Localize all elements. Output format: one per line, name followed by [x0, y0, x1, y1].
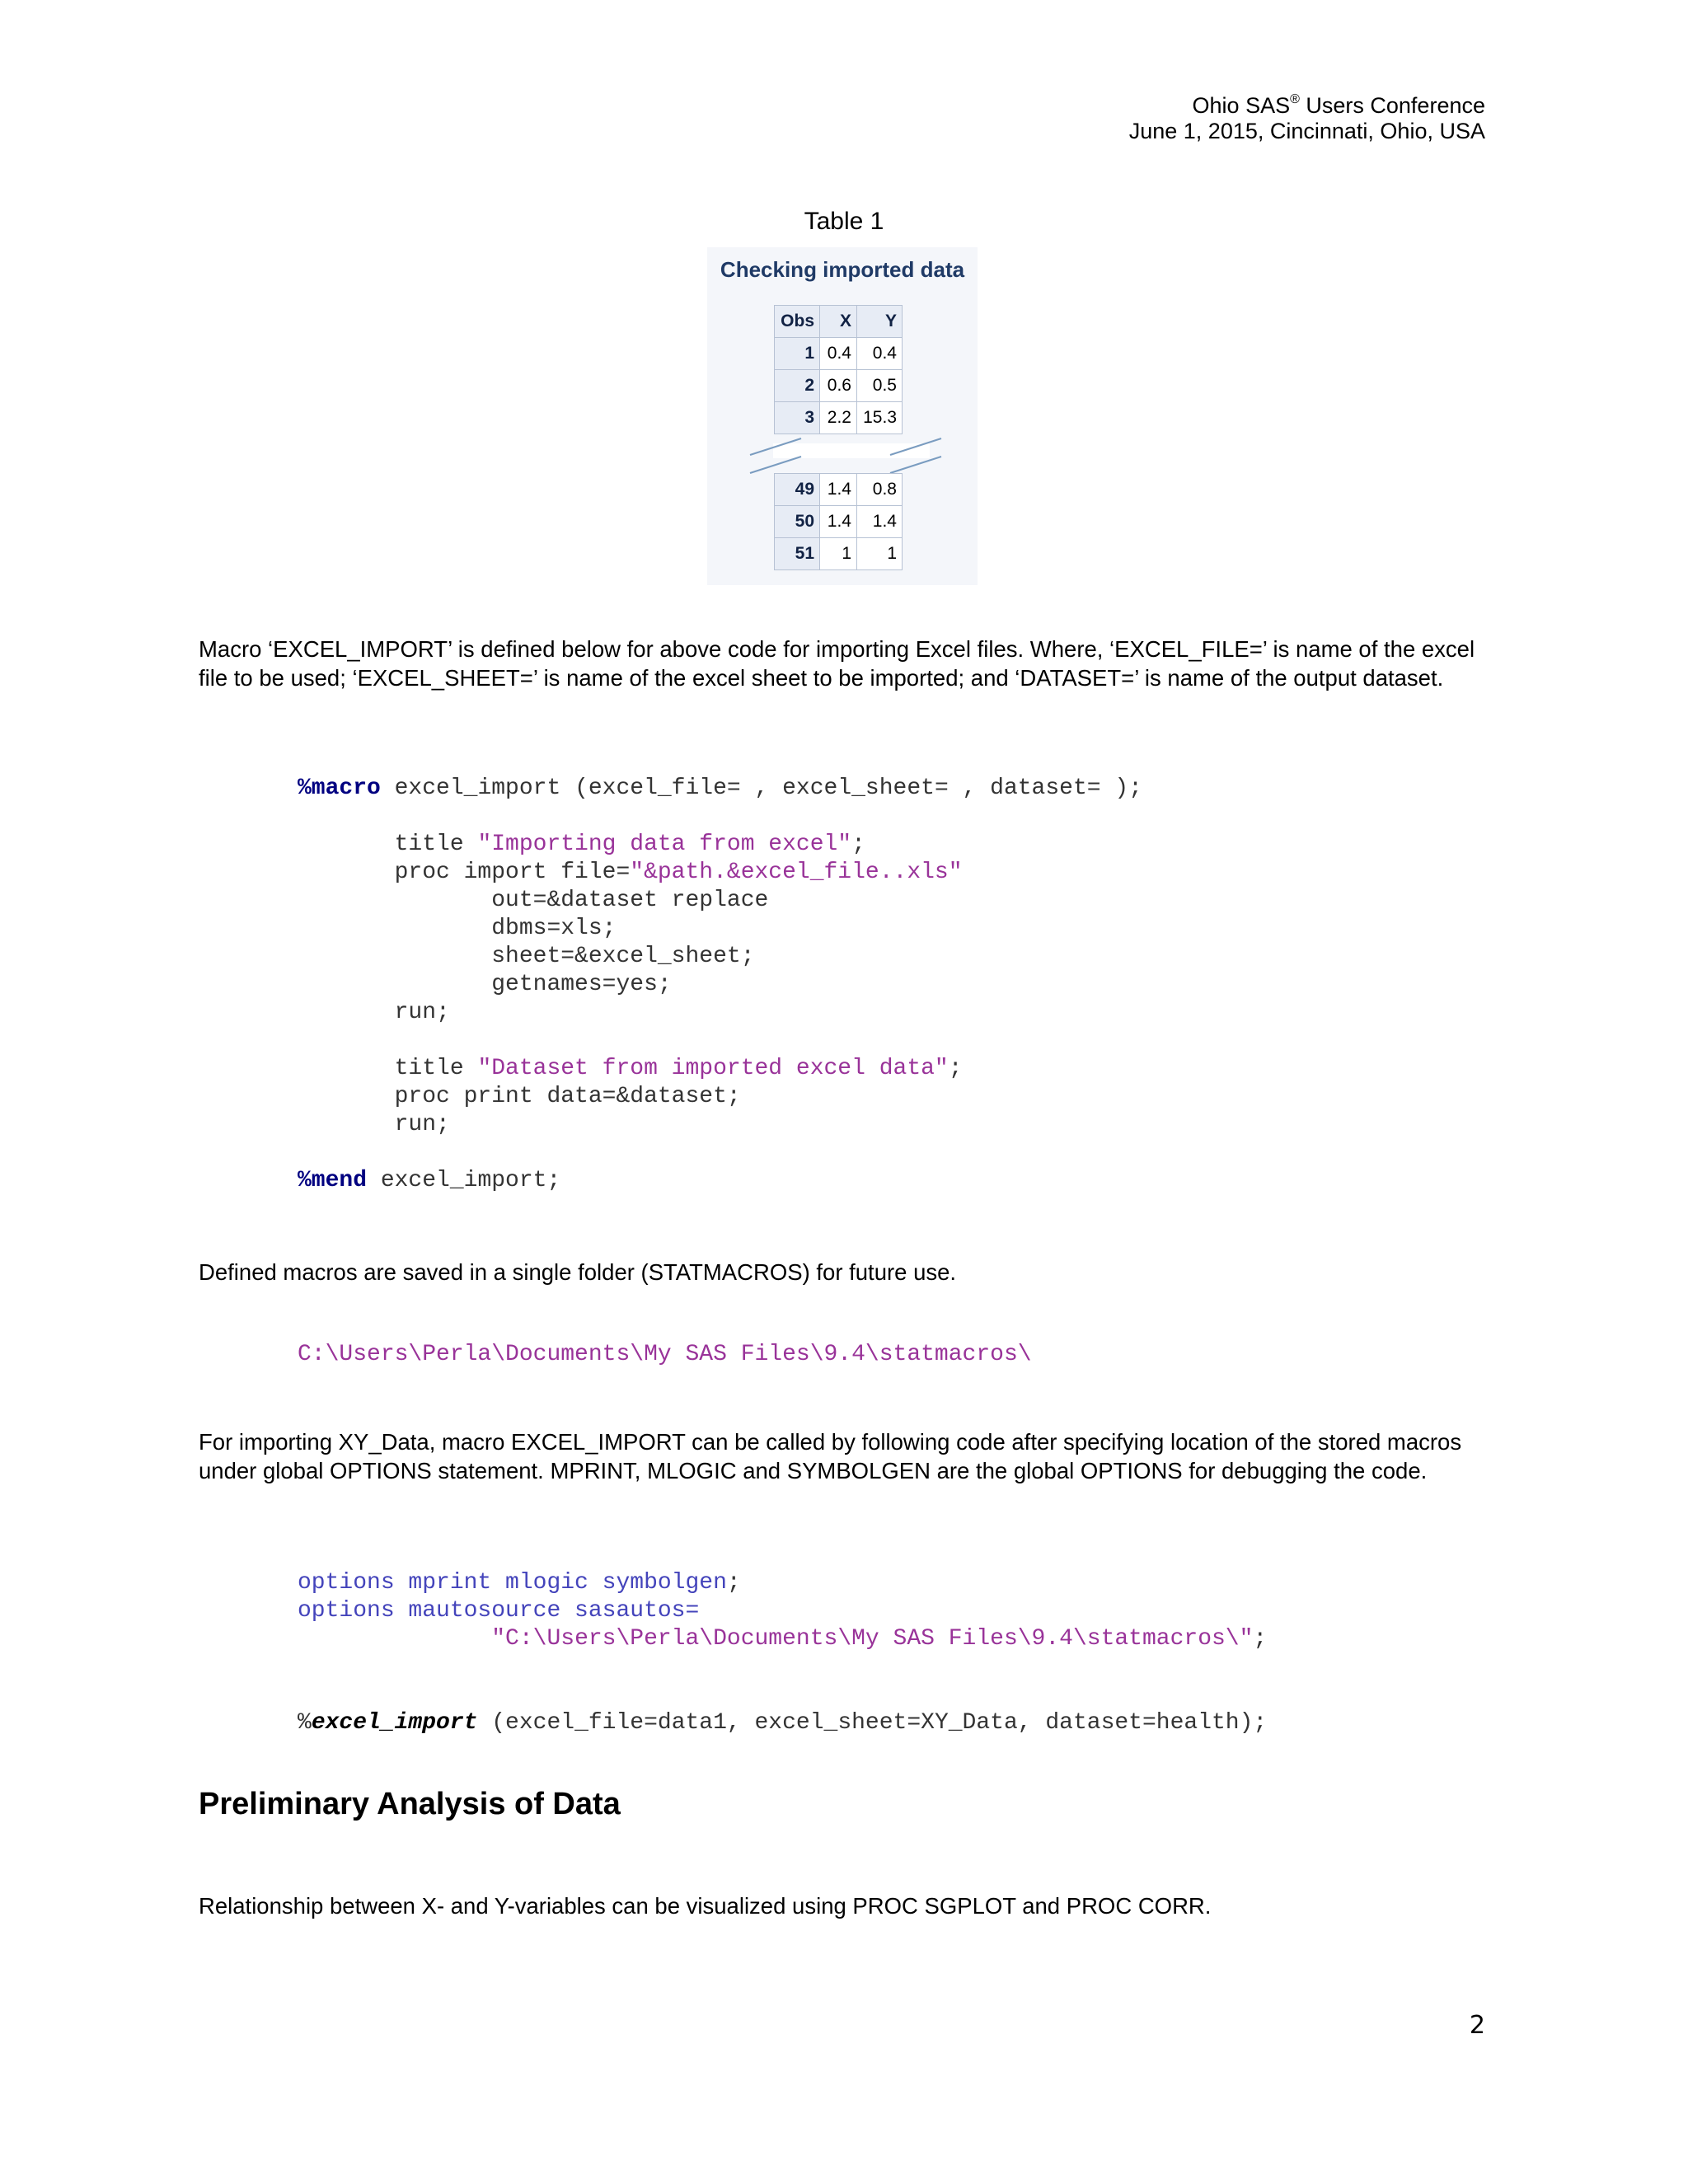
table-break-marks — [742, 427, 956, 476]
table-header-row — [775, 306, 903, 338]
col-header-obs: Obs — [775, 306, 820, 338]
running-header — [1129, 93, 1485, 144]
paragraph-macro-description: Macro ‘EXCEL_IMPORT’ is defined below for above code for importing Excel files. Where, ‘EXCEL_FILE=’ is name of the excel file to be used; ‘EXCEL_SHEET=’ is name of the excel sheet to be imported; and ‘DATASET=’ is name of the output dataset. — [199, 636, 1475, 691]
code-keyword-macro: %macro — [298, 776, 381, 801]
code-string: "C:\Users\Perla\Documents\My SAS Files\9.4\statmacros\" — [491, 1626, 1254, 1652]
y-cell: 1 — [857, 538, 903, 570]
paragraph-saved-macros: Defined macros are saved in a single folder (STATMACROS) for future use. — [199, 1259, 957, 1285]
code-block-options: options mprint mlogic symbolgen; options mautosource sasautos= "C:\Users\Perla\Documents\My SAS Files\9.4\statmacros\"; — [298, 1570, 1268, 1652]
code-string: "&path.&excel_file..xls" — [630, 860, 963, 885]
code-options-1: options mprint mlogic symbolgen — [298, 1570, 727, 1596]
code-macro-name: excel_import — [311, 1710, 478, 1736]
paragraph-import-call: For importing XY_Data, macro EXCEL_IMPORT can be called by following code after specifying location of the stored macros under global OPTIONS statement. MPRINT, MLOGIC and SYMBOLGEN are the global OPTIONS for debugging the code. — [199, 1429, 1462, 1483]
paragraph-relationship: Relationship between X- and Y-variables can be visualized using PROC SGPLOT and PROC CORR. — [199, 1893, 1212, 1919]
obs-cell: 2 — [775, 370, 820, 402]
y-cell: 1.4 — [857, 506, 903, 538]
obs-cell: 51 — [775, 538, 820, 570]
x-cell: 0.6 — [820, 370, 857, 402]
table-row — [775, 370, 903, 402]
header-line-2: June 1, 2015, Cincinnati, Ohio, USA — [1128, 119, 1485, 143]
table-row — [775, 506, 903, 538]
break-gap — [773, 443, 930, 458]
break-slash-right-2 — [890, 457, 941, 473]
x-cell: 2.2 — [820, 402, 857, 434]
x-cell: 1.4 — [820, 474, 857, 506]
col-header-y: Y — [857, 306, 903, 338]
code-keyword-mend: %mend — [298, 1168, 368, 1193]
sas-output-caption: Checking imported data — [720, 257, 965, 282]
section-heading: Preliminary Analysis of Data — [199, 1787, 621, 1821]
x-cell: 0.4 — [820, 338, 857, 370]
col-header-x: X — [820, 306, 857, 338]
obs-cell: 3 — [775, 402, 820, 434]
obs-cell: 1 — [775, 338, 820, 370]
registered-mark: ® — [1290, 92, 1300, 106]
y-cell: 15.3 — [857, 402, 903, 434]
sas-table-bottom — [774, 473, 903, 570]
sas-table-top — [774, 305, 903, 434]
code-block-macro-definition: %macro excel_import (excel_file= , excel_sheet= , dataset= ); title "Importing data from excel"; proc import file="&path.&excel_file..xls" out=&dataset replace dbms=xls; sheet=&excel_sheet; getnames=yes; run; title "Dataset from imported excel data"; proc print data=&dataset; run; %mend excel_import; — [298, 776, 1142, 1193]
page-number: 2 — [1469, 2011, 1485, 2040]
header-line-1: Ohio SAS® Users Conference — [1192, 92, 1485, 118]
code-string: "Dataset from imported excel data" — [477, 1056, 949, 1081]
x-cell: 1 — [820, 538, 857, 570]
table-row — [775, 338, 903, 370]
break-slash-left-2 — [750, 457, 801, 473]
obs-cell: 50 — [775, 506, 820, 538]
y-cell: 0.5 — [857, 370, 903, 402]
y-cell: 0.4 — [857, 338, 903, 370]
code-macro-call: %excel_import (excel_file=data1, excel_sheet=XY_Data, dataset=health); — [298, 1710, 1268, 1736]
code-path-line: C:\Users\Perla\Documents\My SAS Files\9.4\statmacros\ — [298, 1342, 1032, 1367]
table-row — [775, 474, 903, 506]
table-row — [775, 538, 903, 570]
code-string: "Importing data from excel" — [477, 832, 852, 857]
y-cell: 0.8 — [857, 474, 903, 506]
x-cell: 1.4 — [820, 506, 857, 538]
table-label: Table 1 — [804, 208, 884, 235]
obs-cell: 49 — [775, 474, 820, 506]
code-options-2: options mautosource sasautos= — [298, 1598, 700, 1624]
